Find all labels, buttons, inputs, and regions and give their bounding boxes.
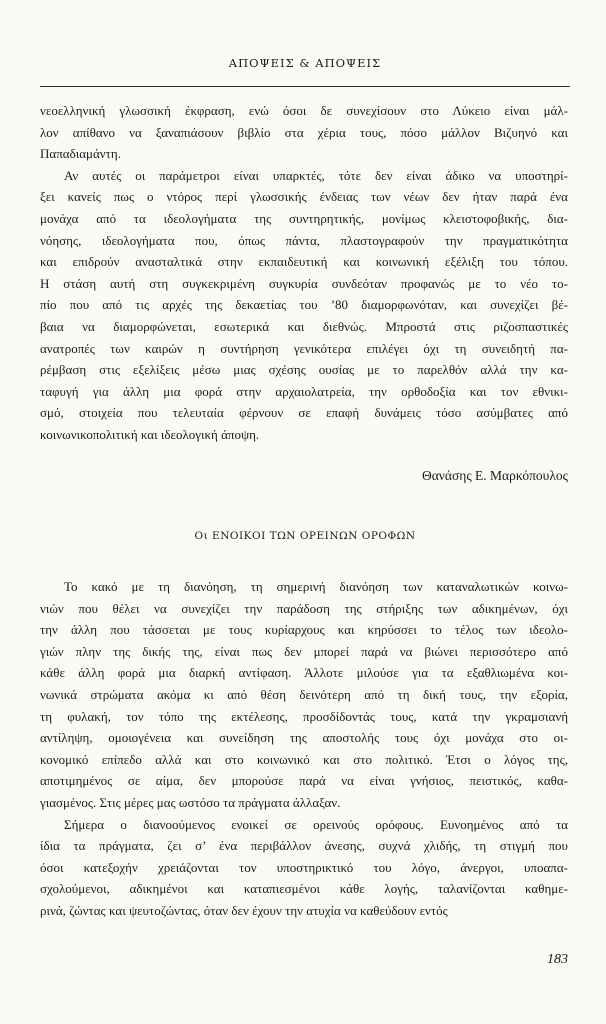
text-line: κοινωνικοπολιτική και ιδεολογική άποψη. xyxy=(40,426,260,442)
text-line: γιασμένος. Στις μέρες μας ωστόσο τα πράγματα άλλαξαν. xyxy=(40,794,341,810)
text-line: όσοι κατεξοχήν χρειάζονται τον υποστηρικτικό του λόγο, άνεργοι, υποαπα- xyxy=(40,859,568,875)
text-line: ταφυγή για άλλη μια φορά στην αρχαιολατρεία, την ορθοδοξία και τον εθνικι- xyxy=(40,383,568,399)
paragraph xyxy=(40,576,568,814)
text-line: νωνικά στρώματα ακόμα κι από θέση δεινότερη από τη δική τους, την εξορία, xyxy=(40,686,568,702)
text-line: βαια να διαμορφώνεται, εσωτερικά και διεθνώς. Μπροστά στις ριζοσπαστικές xyxy=(40,318,568,334)
text-line: Παπαδιαμάντη. xyxy=(40,146,121,162)
text-line: ρινά, ζώντας και ψευτοζώντας, όταν δεν έχουν την ατυχία να καθεύδουν εντός xyxy=(40,902,448,918)
section-title: Οι ΕΝΟΙΚΟΙ ΤΩΝ ΟΡΕΙΝΩΝ ΟΡΟΦΩΝ xyxy=(194,530,416,542)
text-line: ξει κανείς πως ο ντόρος περί γλωσσικής ένδειας των νέων δεν ήταν παρά ένα xyxy=(40,189,568,205)
text-line: πίο που από τις αρχές της δεκαετίας του ’80 διαμορφωνόταν, και συνεχίζει βέ- xyxy=(40,297,568,313)
text-line: ίδια τα πράγματα, ζει σ’ ένα περιβάλλον άνεσης, συχνά χλιδής, τη στιγμή που xyxy=(40,838,568,854)
author-signature: Θανάσης Ε. Μαρκόπουλος xyxy=(421,468,568,483)
text-line: μονάχα από τα ιδεολογήματα της συντηρητικής, μονίμως κλειστοφοβικής, δια- xyxy=(40,210,568,226)
bottom-text-block xyxy=(40,576,568,922)
text-line: Αν αυτές οι παράμετροι είναι υπαρκτές, τότε δεν είναι άδικο να υποστηρί- xyxy=(64,167,568,183)
text-line: κάθε άλλη φορά μια διαρκή αντίφαση. Άλλοτε μιλούσε για τα εξαθλιωμένα κοι- xyxy=(40,665,568,681)
text-line: αντίληψη, ομοιογένεια και συνείδηση της αποστολής τους όχι μονάχα στο οι- xyxy=(40,730,568,746)
text-line: την άλλη που τάσσεται με τους κυρίαρχους και κηρύσσει το τέλος των ιδεολο- xyxy=(40,622,568,638)
text-line: τη φυλακή, τον τόπο της εκτέλεσης, προσδίδοντάς τους, κατά την γκραμσιανή xyxy=(40,708,568,724)
top-text-block xyxy=(40,100,568,446)
text-line: αποτιμημένος σε αίμα, δεν μπορούσε παρά να είναι γνήσιος, πειστικός, καθα- xyxy=(40,773,568,789)
header-rule xyxy=(40,86,570,87)
text-line: σχολούμενοι, αδικημένοι και καταπιεσμένοι κάθε λογής, ταλανίζονται καθημε- xyxy=(40,881,568,897)
text-line: κονομικό επίπεδο αλλά και στο κοινωνικό και στο πολιτικό. Έτσι ο λόγος της, xyxy=(40,751,568,767)
text-line: σμό, στοιχεία που τελευταία φέρνουν σε επαφή δυνάμεις τόσο ασύμβατες από xyxy=(40,405,568,421)
text-line: λον απίθανο να ξαναπιάσουν βιβλίο στα χέρια τους, πόσο μάλλον Βιζυηνό και xyxy=(40,124,568,140)
text-line: Η στάση αυτή στη συγκεκριμένη συγκυρία συνδεόταν προφανώς με το νέο το- xyxy=(40,275,568,291)
text-line: νόησης, ιδεολογήματα που, όπως πάντα, πλαστογραφούν την πραγματικότητα xyxy=(40,232,568,248)
paragraph xyxy=(40,100,568,165)
paragraph xyxy=(40,165,568,446)
page-number: 183 xyxy=(547,952,568,967)
text-line: γιών πλην της δικής της, είναι πως δεν μπορεί παρά να βιώνει περισσότερο από xyxy=(40,643,568,659)
running-header: ΑΠΟΨΕΙΣ & ΑΠΟΨΕΙΣ xyxy=(228,56,382,70)
text-line: και επιδρούν ανασταλτικά στην εκπαιδευτική και κοινωνική εξέλιξη του τόπου. xyxy=(40,254,568,270)
text-line: νεοελληνική γλωσσική έκφραση, ενώ όσοι δε συνεχίσουν στο Λύκειο είναι μάλ- xyxy=(40,103,568,118)
text-line: Το κακό με τη διανόηση, τη σημερινή διανόηση των καταναλωτικών κοινω- xyxy=(64,579,568,594)
text-line: Σήμερα ο διανοούμενος ενοικεί σε ορεινούς ορόφους. Ευνοημένος από τα xyxy=(64,816,568,832)
text-line: νιών που θέλει να συνεχίζει την παράδοση της στήριξης των αδικημένων, όχι xyxy=(40,600,568,616)
text-line: ρέμβαση στις εξελίξεις μέσω μιας σχέσης ουσίας με το παρελθόν αλλά την κα- xyxy=(40,362,568,378)
paragraph xyxy=(40,814,568,922)
text-line: ανατροπές των καιρών η συντήρηση γενικότερα επιλέγει όχι τη συνειδητή πα- xyxy=(40,340,568,356)
